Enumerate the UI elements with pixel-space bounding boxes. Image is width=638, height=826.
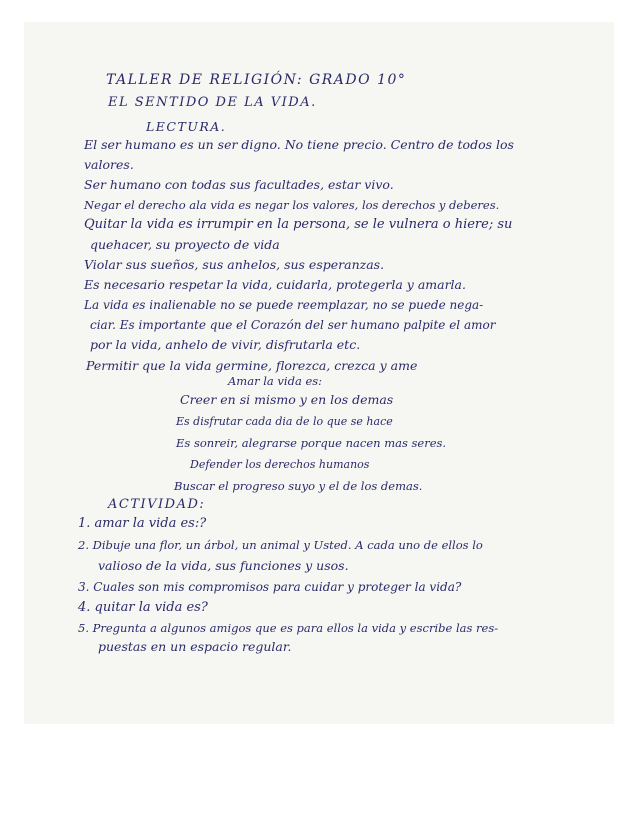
reading-line: por la vida, anhelo de vivir, disfrutarla etc. — [90, 337, 361, 352]
reading-line: El ser humano es un ser digno. No tiene precio. Centro de todos los — [84, 137, 514, 152]
reading-line: valores. — [84, 157, 134, 172]
activity-item: 3. Cuales son mis compromisos para cuidar y proteger la vida? — [78, 580, 462, 594]
reading-line: Ser humano con todas sus facultades, estar vivo. — [84, 177, 394, 192]
love-item: Creer en si mismo y en los demas — [180, 392, 394, 407]
reading-line: La vida es inalienable no se puede reemplazar, no se puede nega- — [84, 298, 484, 312]
activity-item: puestas en un espacio regular. — [98, 639, 292, 654]
activity-item: 4. quitar la vida es? — [78, 600, 208, 615]
activity-item: 5. Pregunta a algunos amigos que es para ellos la vida y escribe las res- — [78, 621, 499, 635]
section-heading: LECTURA. — [146, 119, 227, 134]
reading-line: quehacer, su proyecto de vida — [90, 237, 280, 252]
love-heading: Amar la vida es: — [228, 374, 323, 388]
love-item: Es disfrutar cada dia de lo que se hace — [176, 415, 393, 428]
love-item: Es sonreir, alegrarse porque nacen mas seres. — [176, 436, 447, 450]
reading-line: Es necesario respetar la vida, cuidarla, protegerla y amarla. — [84, 277, 466, 292]
activity-item: 1. amar la vida es:? — [78, 516, 207, 531]
activity-title: ACTIVIDAD: — [108, 497, 206, 512]
worksheet-page — [24, 22, 614, 724]
reading-line: ciar. Es importante que el Corazón del ser humano palpite el amor — [90, 318, 496, 332]
love-item: Buscar el progreso suyo y el de los demas. — [174, 479, 423, 493]
reading-line: Quitar la vida es irrumpir en la persona, se le vulnera o hiere; su — [84, 217, 513, 232]
reading-line: Negar el derecho ala vida es negar los valores, los derechos y deberes. — [84, 198, 500, 212]
love-item: Defender los derechos humanos — [190, 458, 370, 471]
reading-line: Permitir que la vida germine, florezca, crezca y ame — [86, 358, 418, 373]
page-subtitle: EL SENTIDO DE LA VIDA. — [108, 95, 317, 110]
activity-item: valioso de la vida, sus funciones y usos. — [98, 558, 349, 573]
activity-item: 2. Dibuje una flor, un árbol, un animal y Usted. A cada uno de ellos lo — [78, 538, 483, 552]
page-title: TALLER DE RELIGIÓN: GRADO 10° — [106, 72, 407, 88]
reading-line: Violar sus sueños, sus anhelos, sus esperanzas. — [84, 257, 385, 272]
